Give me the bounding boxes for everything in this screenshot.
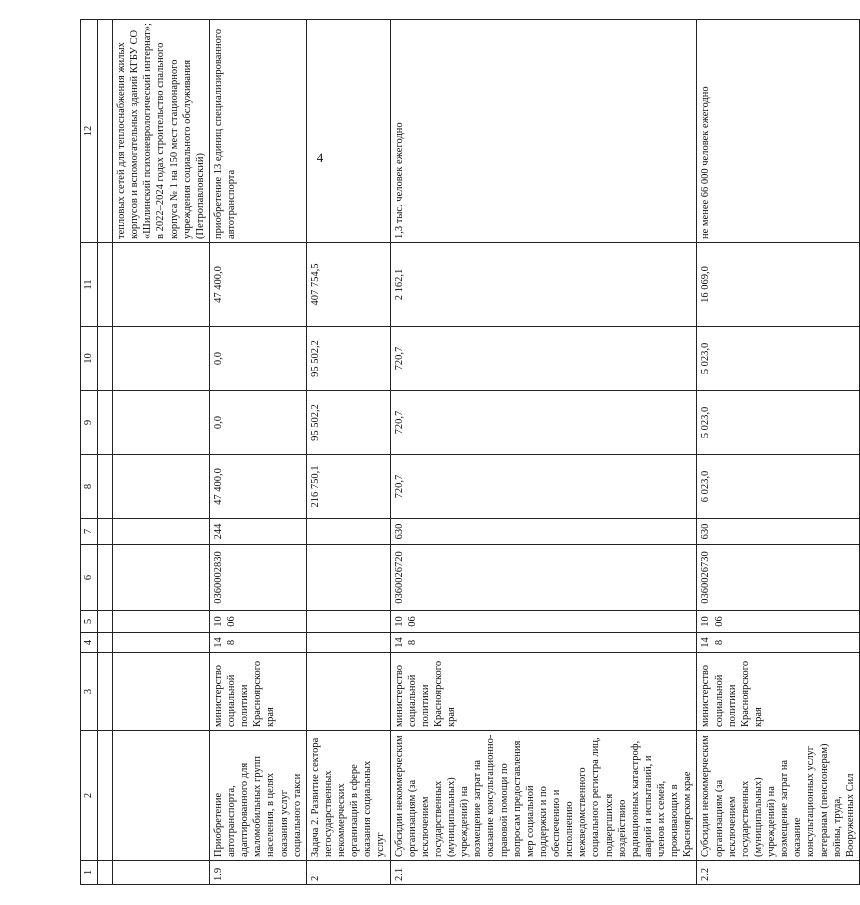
header-cell: 9 [81,391,98,455]
table-row-2-1 [390,20,697,885]
executor-cell [113,653,210,731]
amount-year2-cell: 95 502,2 [306,391,390,455]
section-code-cell [113,611,210,633]
page-number: 4 [316,150,324,165]
amount-year1-cell: 47 400,0 [209,455,306,519]
header-cell: 3 [81,653,98,731]
rotated-table-container [80,20,856,885]
row-number-cell: 2 [306,861,390,885]
section-code-cell [306,611,390,633]
amount-total-cell: 16 069,0 [697,243,860,327]
executor-cell: министерство социальной политики Красноярского края [209,653,306,731]
amount-total-cell [113,243,210,327]
amount-year3-cell [113,327,210,391]
amount-year3-cell: 5 023,0 [697,327,860,391]
measure-name-cell [113,731,210,861]
expense-type-cell [306,519,390,545]
measure-name-cell: Приобретение автотранспорта, адаптированного для маломобильных групп населения, в целях оказания услуг социального такси [209,731,306,861]
grbs-code-cell [113,633,210,653]
expected-result-cell: приобретение 13 единиц специализированного автотранспорта [209,20,306,243]
expense-type-cell: 630 [390,519,697,545]
grbs-code-cell: 148 [697,633,860,653]
amount-total-cell: 2 162,1 [390,243,697,327]
amount-year1-cell [113,455,210,519]
expected-result-cell: тепловых сетей для теплоснабжения жилых корпусов и вспомогательных зданий КГБУ СО «Шилинский психоневрологический интернат»; в 2022–2024 годах строительство спального корпуса № 1 на 150 мест стационарного учреждения социального обслуживания (Петропавловский) [113,20,210,243]
expected-result-cell: 1,3 тыс. человек ежегодно [390,20,697,243]
section-code-cell: 1006 [697,611,860,633]
executor-cell: министерство социальной политики Красноярского края [697,653,860,731]
amount-year2-cell: 5 023,0 [697,391,860,455]
expected-result-cell [306,20,390,243]
target-article-cell: 0360002830 [209,545,306,611]
amount-year1-cell: 216 750,1 [306,455,390,519]
amount-year1-cell: 6 023,0 [697,455,860,519]
header-cell: 11 [81,243,98,327]
grbs-code-cell: 148 [390,633,697,653]
header-cell: 6 [81,545,98,611]
expense-type-cell: 630 [697,519,860,545]
table-row-task-2 [306,20,390,885]
header-cell: 4 [81,633,98,653]
program-measures-table [80,19,860,885]
grbs-code-cell: 148 [209,633,306,653]
row-number-cell [113,861,210,885]
amount-total-cell: 47 400,0 [209,243,306,327]
target-article-cell [306,545,390,611]
grbs-code-cell [306,633,390,653]
amount-year2-cell [113,391,210,455]
header-cell: 2 [81,731,98,861]
amount-total-cell: 407 754,5 [306,243,390,327]
measure-name-cell: Субсидии некоммерческим организациям (за исключением государственных (муниципальных) учреждений) на возмещение затрат на оказание консультационно-правовой помощи по вопросам предоставления мер социальной поддержки и по обеспечению и исполнению межведомственного социального регистра лиц, подвергшихся воздействию радиационных катастроф, аварий и испытаний, и членов их семей, проживающих в Красноярском крае [390,731,697,861]
expected-result-cell: не менее 66 000 человек ежегодно [697,20,860,243]
executor-cell: министерство социальной политики Красноярского края [390,653,697,731]
header-cell: 7 [81,519,98,545]
amount-year3-cell: 720,7 [390,327,697,391]
table-row-2-2 [697,20,860,885]
expense-type-cell: 244 [209,519,306,545]
header-cell: 5 [81,611,98,633]
target-article-cell: 0360026730 [697,545,860,611]
expense-type-cell [113,519,210,545]
table-row-1-9 [209,20,306,885]
row-number-cell: 2.2 [697,861,860,885]
row-number-cell: 1.9 [209,861,306,885]
amount-year1-cell: 720,7 [390,455,697,519]
executor-cell [306,653,390,731]
header-cell: 10 [81,327,98,391]
section-code-cell: 1006 [390,611,697,633]
amount-year2-cell: 720,7 [390,391,697,455]
section-code-cell: 1006 [209,611,306,633]
target-article-cell: 0360026720 [390,545,697,611]
measure-name-cell: Субсидии некоммерческим организациям (за исключением государственных (муниципальных) учреждений) на возмещение затрат на оказание консультационных услуг ветеранам (пенсионерам) войны, труда, Вооруженных Сил [697,731,860,861]
amount-year3-cell: 0,0 [209,327,306,391]
amount-year2-cell: 0,0 [209,391,306,455]
measure-name-cell: Задача 2. Развитие сектора негосударственных некоммерческих организаций в сфере оказания социальных услуг [306,731,390,861]
spacer-row [98,20,113,885]
amount-year3-cell: 95 502,2 [306,327,390,391]
table-row-continuation [113,20,210,885]
target-article-cell [113,545,210,611]
header-cell: 1 [81,861,98,885]
column-number-row [81,20,98,885]
header-cell: 8 [81,455,98,519]
header-cell: 12 [81,20,98,243]
row-number-cell: 2.1 [390,861,697,885]
